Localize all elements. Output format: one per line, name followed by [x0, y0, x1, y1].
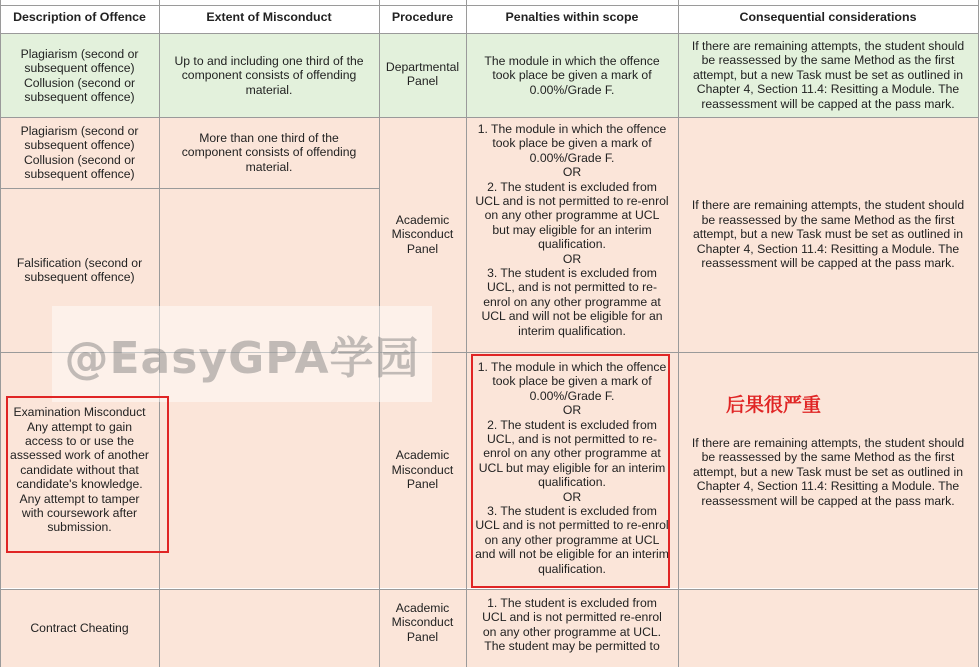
- text-line: Any attempt to gain: [26, 419, 132, 434]
- text-line: and will not be eligible for an interim: [475, 547, 669, 562]
- text-line: subsequent offence): [24, 270, 135, 284]
- text-line: with coursework after: [21, 506, 138, 521]
- text-line: Collusion (second or: [23, 75, 136, 90]
- text-line: candidate's knowledge.: [16, 477, 143, 492]
- text-line: 1. The module in which the offence: [477, 122, 667, 136]
- text-line: Chapter 4, Section 11.4: Resitting a Module. The: [696, 241, 960, 256]
- text-line: subsequent offence): [24, 89, 135, 104]
- text-line: Any attempt to tamper: [19, 491, 140, 506]
- grid-line: [0, 117, 979, 118]
- text-line: 0.00%/Grade F.: [529, 150, 615, 165]
- text-line: took place be given a mark of: [492, 374, 652, 389]
- text-line: OR: [562, 165, 582, 180]
- text-line: attempt, but a new Task must be set as outlined in: [692, 67, 964, 82]
- text-line: on any other programme at UCL.: [482, 624, 662, 639]
- text-line: qualification.: [538, 237, 606, 252]
- text-line: material.: [245, 159, 293, 174]
- text-line: Panel: [406, 241, 439, 256]
- text-line: The student may be permitted to: [484, 639, 660, 654]
- text-line: Misconduct: [391, 462, 454, 477]
- text-line: OR: [562, 403, 582, 418]
- text-line: Collusion (second or: [23, 152, 136, 167]
- annotation-label: 后果很严重: [726, 394, 822, 416]
- grid-line: [0, 0, 1, 667]
- text-line: component consists of offending: [181, 68, 357, 83]
- text-line: took place be given a mark of: [492, 136, 652, 151]
- text-line: be reassessed by the same Method as the first: [701, 450, 955, 465]
- r23-penalties: [466, 117, 678, 352]
- text-line: UCL and will not be eligible for an: [481, 309, 663, 324]
- r4-consequential: [678, 352, 978, 588]
- r5-procedure: [379, 590, 466, 667]
- text-line: More than one third of the: [199, 131, 339, 145]
- text-line: UCL and is not permitted re-enrol: [482, 610, 662, 625]
- text-line: UCL but may eligible for an interim: [478, 460, 666, 475]
- text-line: attempt, but a new Task must be set as outlined in: [692, 227, 964, 242]
- text-line: Panel: [406, 477, 439, 492]
- text-line: OR: [562, 489, 582, 504]
- text-line: Misconduct: [391, 615, 454, 630]
- header-consequential: Consequential considerations: [739, 9, 917, 24]
- highlight-box-examination-misconduct: [6, 396, 169, 553]
- text-line: enrol on any other programme at: [483, 294, 661, 309]
- text-line: 1. The student is excluded from: [487, 596, 657, 610]
- text-line: UCL and is not permitted to re-enrol: [475, 194, 669, 209]
- grid-line: [0, 188, 379, 189]
- text-line: OR: [562, 251, 582, 266]
- text-line: reassessment will be capped at the pass mark.: [701, 96, 955, 111]
- header-procedure: Procedure: [391, 9, 454, 24]
- r5-extent: [159, 590, 379, 667]
- grid-line: [0, 5, 979, 6]
- r1-consequential: [678, 34, 978, 117]
- grid-line: [466, 0, 467, 667]
- text-line: qualification.: [538, 561, 606, 576]
- text-line: but may eligible for an interim: [492, 222, 652, 237]
- r1-extent: [159, 34, 379, 117]
- grid-line: [978, 0, 979, 667]
- text-line: Panel: [406, 74, 439, 89]
- text-line: 2. The student is excluded from: [487, 179, 657, 194]
- r2-description: [0, 117, 159, 188]
- text-line: access to or use the: [24, 433, 135, 448]
- r5-penalties: [466, 590, 678, 667]
- text-line: Academic: [395, 212, 450, 227]
- text-line: 3. The student is excluded from: [487, 504, 657, 519]
- text-line: UCL, and is not permitted to re-: [486, 280, 658, 295]
- text-line: on any other programme at UCL: [484, 532, 660, 547]
- text-line: reassessment will be capped at the pass mark.: [701, 256, 955, 271]
- text-line: took place be given a mark of: [492, 68, 652, 83]
- text-line: Misconduct: [391, 227, 454, 242]
- text-line: Up to and including one third of the: [174, 54, 364, 68]
- text-line: be reassessed by the same Method as the first: [701, 53, 955, 68]
- text-line: Contract Cheating: [30, 621, 129, 636]
- text-line: The module in which the offence: [484, 54, 660, 68]
- text-line: Chapter 4, Section 11.4: Resitting a Module. The: [696, 82, 960, 97]
- text-line: If there are remaining attempts, the student should: [691, 198, 965, 213]
- text-line: subsequent offence): [24, 61, 135, 76]
- grid-line: [0, 33, 979, 34]
- text-line: subsequent offence): [24, 166, 135, 181]
- text-line: 1. The module in which the offence: [477, 360, 667, 374]
- text-line: If there are remaining attempts, the student should: [691, 436, 965, 450]
- text-line: If there are remaining attempts, the student should: [691, 39, 965, 53]
- r5-consequential: [678, 590, 978, 667]
- text-line: component consists of offending: [181, 145, 357, 160]
- header-penalties: Penalties within scope: [505, 9, 639, 24]
- watermark: @EasyGPA学园: [52, 306, 432, 402]
- text-line: candidate without that: [20, 462, 139, 477]
- text-line: Plagiarism (second or: [20, 123, 139, 138]
- text-line: material.: [245, 82, 293, 97]
- text-line: interim qualification.: [518, 323, 626, 338]
- header-extent: Extent of Misconduct: [206, 9, 332, 24]
- text-line: submission.: [47, 520, 112, 535]
- r23-consequential: [678, 117, 978, 352]
- text-line: 0.00%/Grade F.: [529, 82, 615, 97]
- text-line: UCL and is not permitted to re-enrol: [475, 518, 669, 533]
- text-line: qualification.: [538, 475, 606, 490]
- grid-line: [678, 0, 679, 667]
- text-line: on any other programme at UCL: [484, 208, 660, 223]
- text-line: Academic: [395, 448, 450, 463]
- text-line: Academic: [395, 601, 450, 615]
- grid-line: [0, 589, 979, 590]
- text-line: 0.00%/Grade F.: [529, 388, 615, 403]
- highlight-box-penalties: [471, 354, 670, 588]
- text-line: reassessment will be capped at the pass mark.: [701, 493, 955, 508]
- r1-procedure: [379, 34, 466, 117]
- header-description: Description of Offence: [13, 9, 146, 24]
- text-line: subsequent offence): [24, 138, 135, 153]
- r1-penalties: [466, 34, 678, 117]
- r2-extent: [159, 117, 379, 188]
- text-line: Examination Misconduct: [13, 405, 146, 420]
- text-line: Falsification (second or: [16, 255, 143, 270]
- text-line: 2. The student is excluded from: [487, 417, 657, 432]
- text-line: UCL, and is not permitted to re-: [486, 432, 658, 447]
- text-line: be reassessed by the same Method as the first: [701, 212, 955, 227]
- text-line: 3. The student is excluded from: [487, 266, 657, 281]
- r5-description: [0, 590, 159, 667]
- text-line: Departmental: [385, 60, 460, 74]
- r1-description: [0, 34, 159, 117]
- text-line: Panel: [406, 629, 439, 644]
- text-line: Chapter 4, Section 11.4: Resitting a Module. The: [696, 479, 960, 494]
- text-line: assessed work of another: [10, 448, 149, 463]
- text-line: attempt, but a new Task must be set as outlined in: [692, 464, 964, 479]
- text-line: enrol on any other programme at: [483, 446, 661, 461]
- text-line: Plagiarism (second or: [20, 46, 139, 61]
